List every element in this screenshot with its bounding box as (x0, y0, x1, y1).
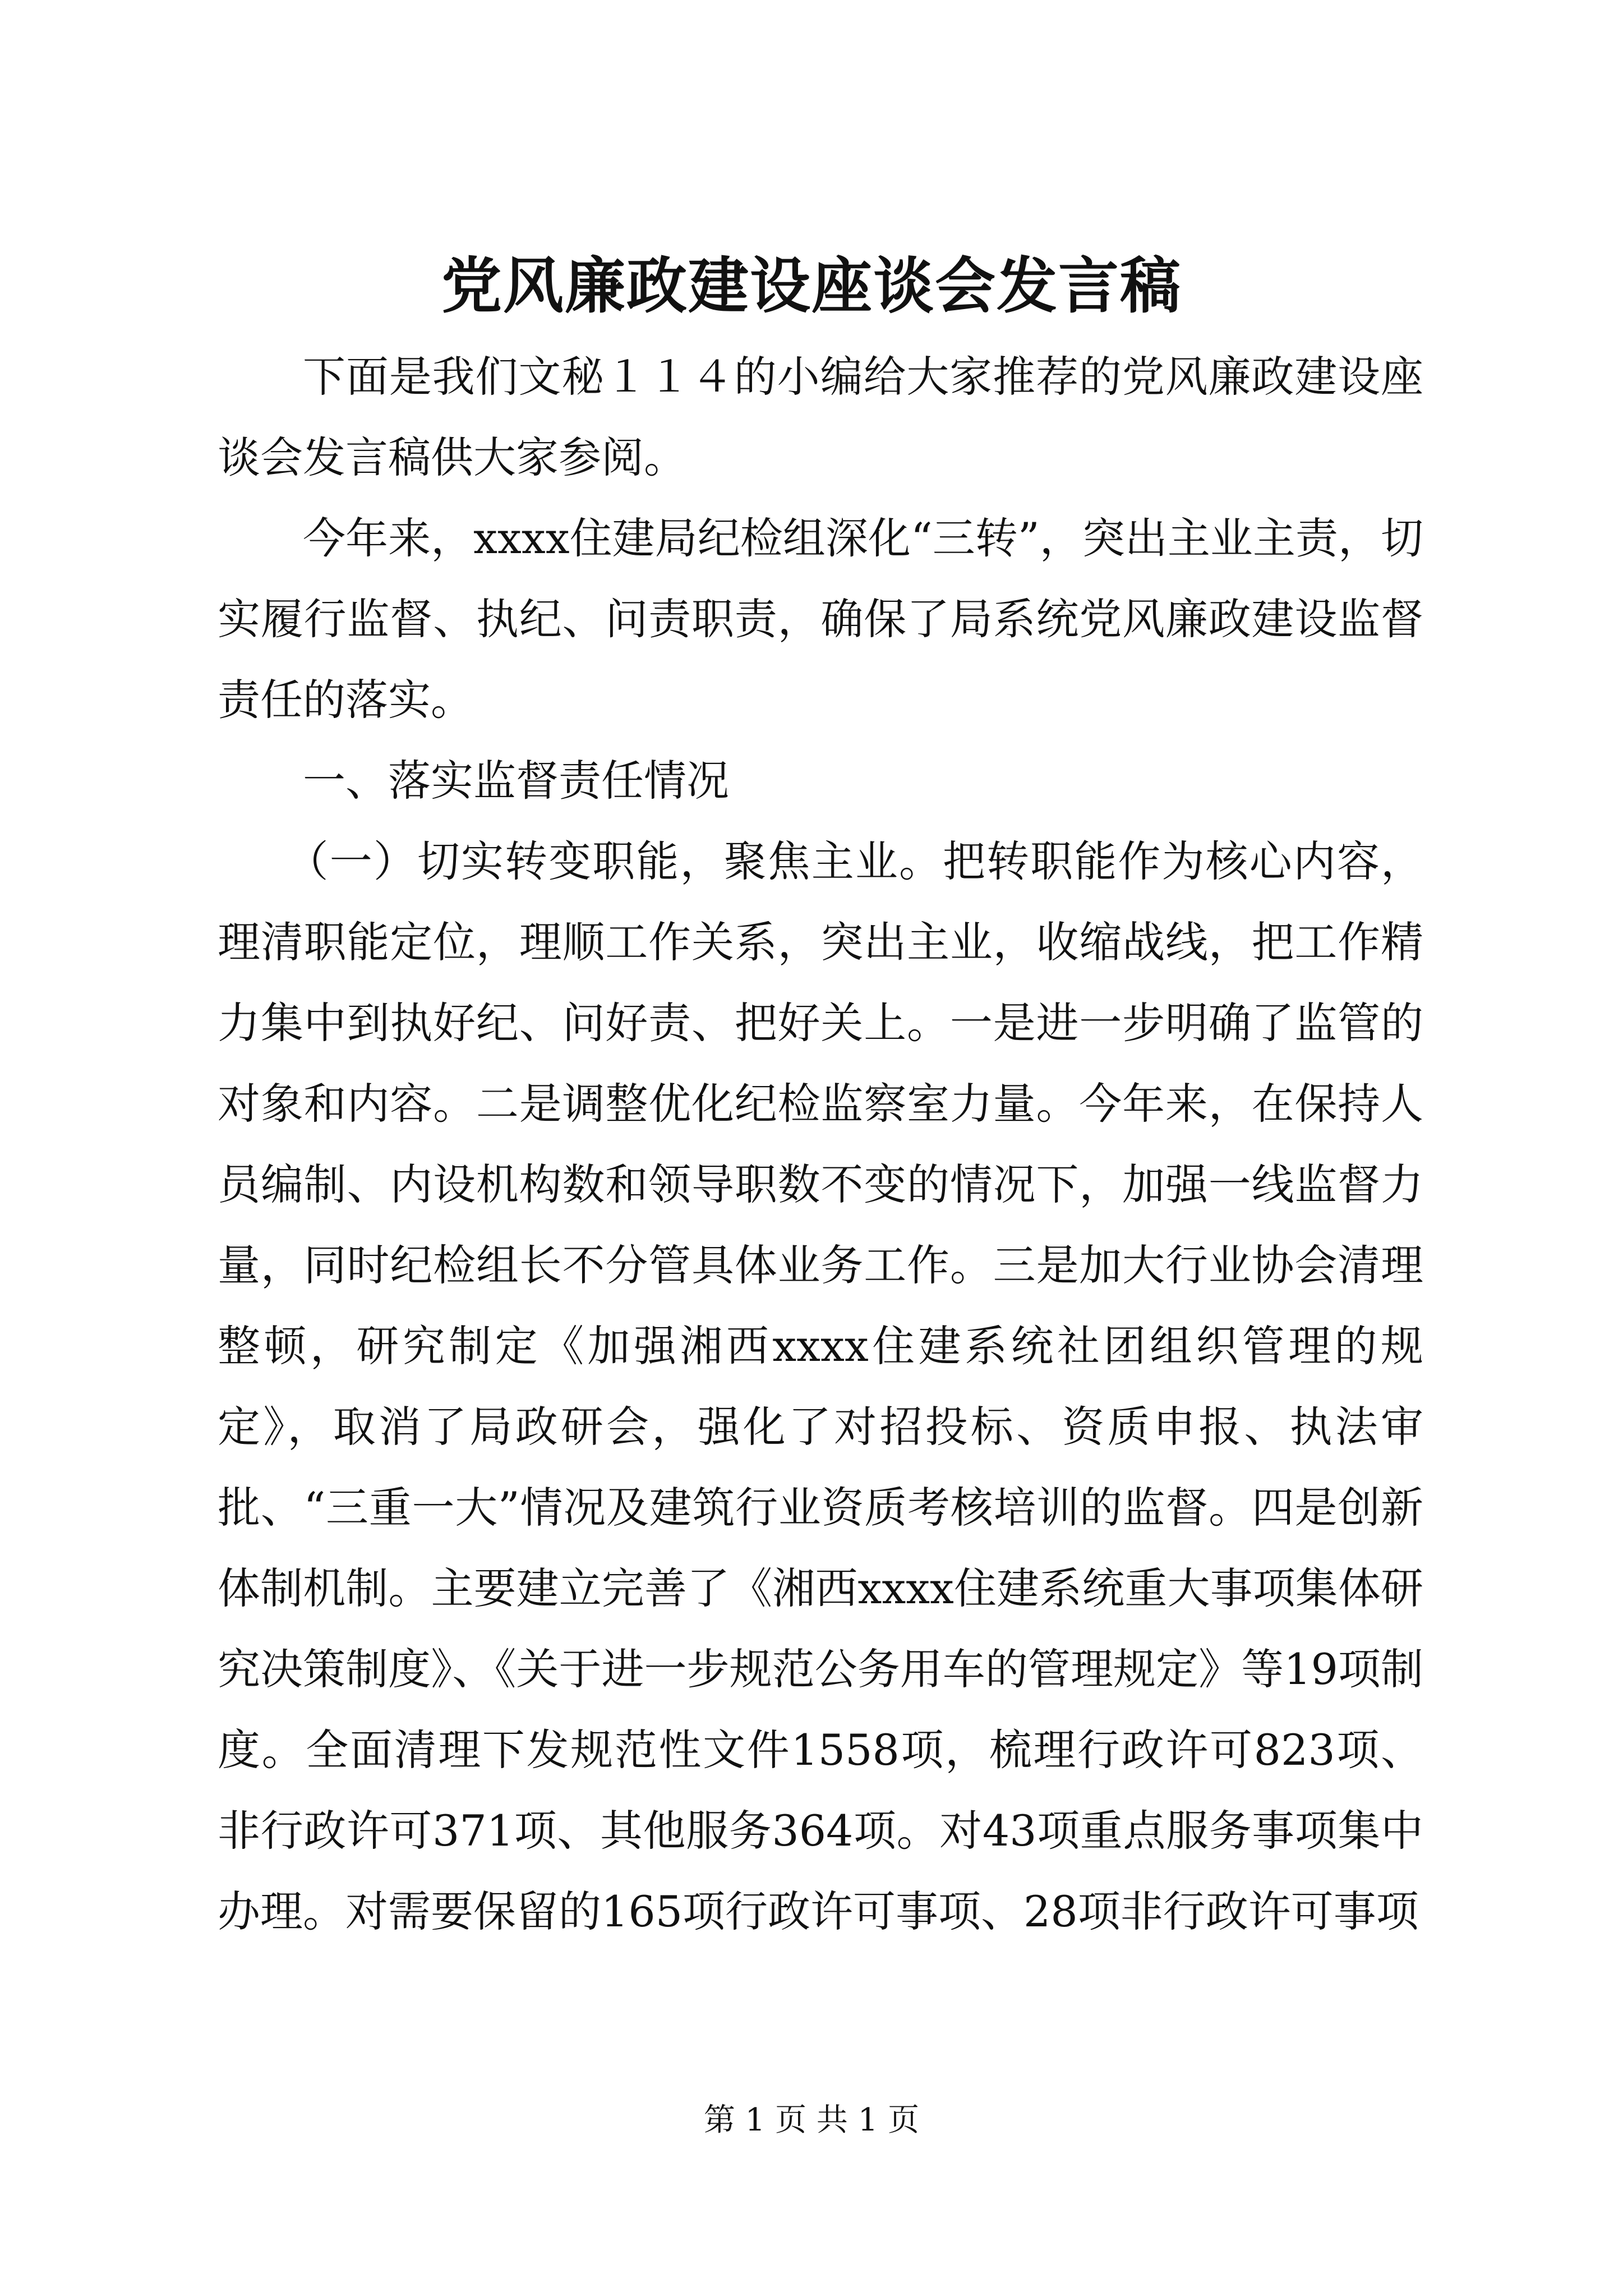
section-heading: 一、落实监督责任情况 (303, 756, 729, 806)
page-footer: 第 1 页 共 1 页 (703, 2102, 920, 2138)
subsection-paragraph: （一）切实转变职能，聚焦主业。把转职能作为核心内容，理清职能定位，理顺工作关系，突出主业，收缩战线，把工作精力集中到执好纪、问好责、把好关上。一是进一步明确了监管的对象和内容。二是调整优化纪检监察室力量。今年来，在保持人员编制、内设机构数和领导职数不变的情况下，加强一线监督力量，同时纪检组长不分管具体业务工作。三是加大行业协会清理整顿，研究制定《加强湘西xxxx住建系统社团组织管理的规定》，取消了局政研会，强化了对招投标、资质申报、执法审批、“三重一大”情况及建筑行业资质考核培训的监督。四是创新体制机制。主要建立完善了《湘西xxxx住建系统重大事项集体研究决策制度》、《关于进一步规范公务用车的管理规定》等19项制度。全面清理下发规范性文件1558项，梳理行政许可823项、非行政许可371项、其他服务364项。对43项重点服务事项集中办理。对需要保留的165项行政许可事项、28项非行政许可事项 (218, 836, 1423, 1936)
page-title: 党风廉政建设座谈会发言稿 (441, 251, 1182, 321)
intro-paragraph: 下面是我们文秘１１４的小编给大家推荐的党风廉政建设座谈会发言稿供大家参阅。 (218, 352, 1423, 482)
document-body (218, 337, 1423, 1952)
summary-paragraph: 今年来，xxxx住建局纪检组深化“三转”，突出主业主责，切实履行监督、执纪、问责职责，确保了局系统党风廉政建设监督责任的落实。 (218, 513, 1423, 725)
